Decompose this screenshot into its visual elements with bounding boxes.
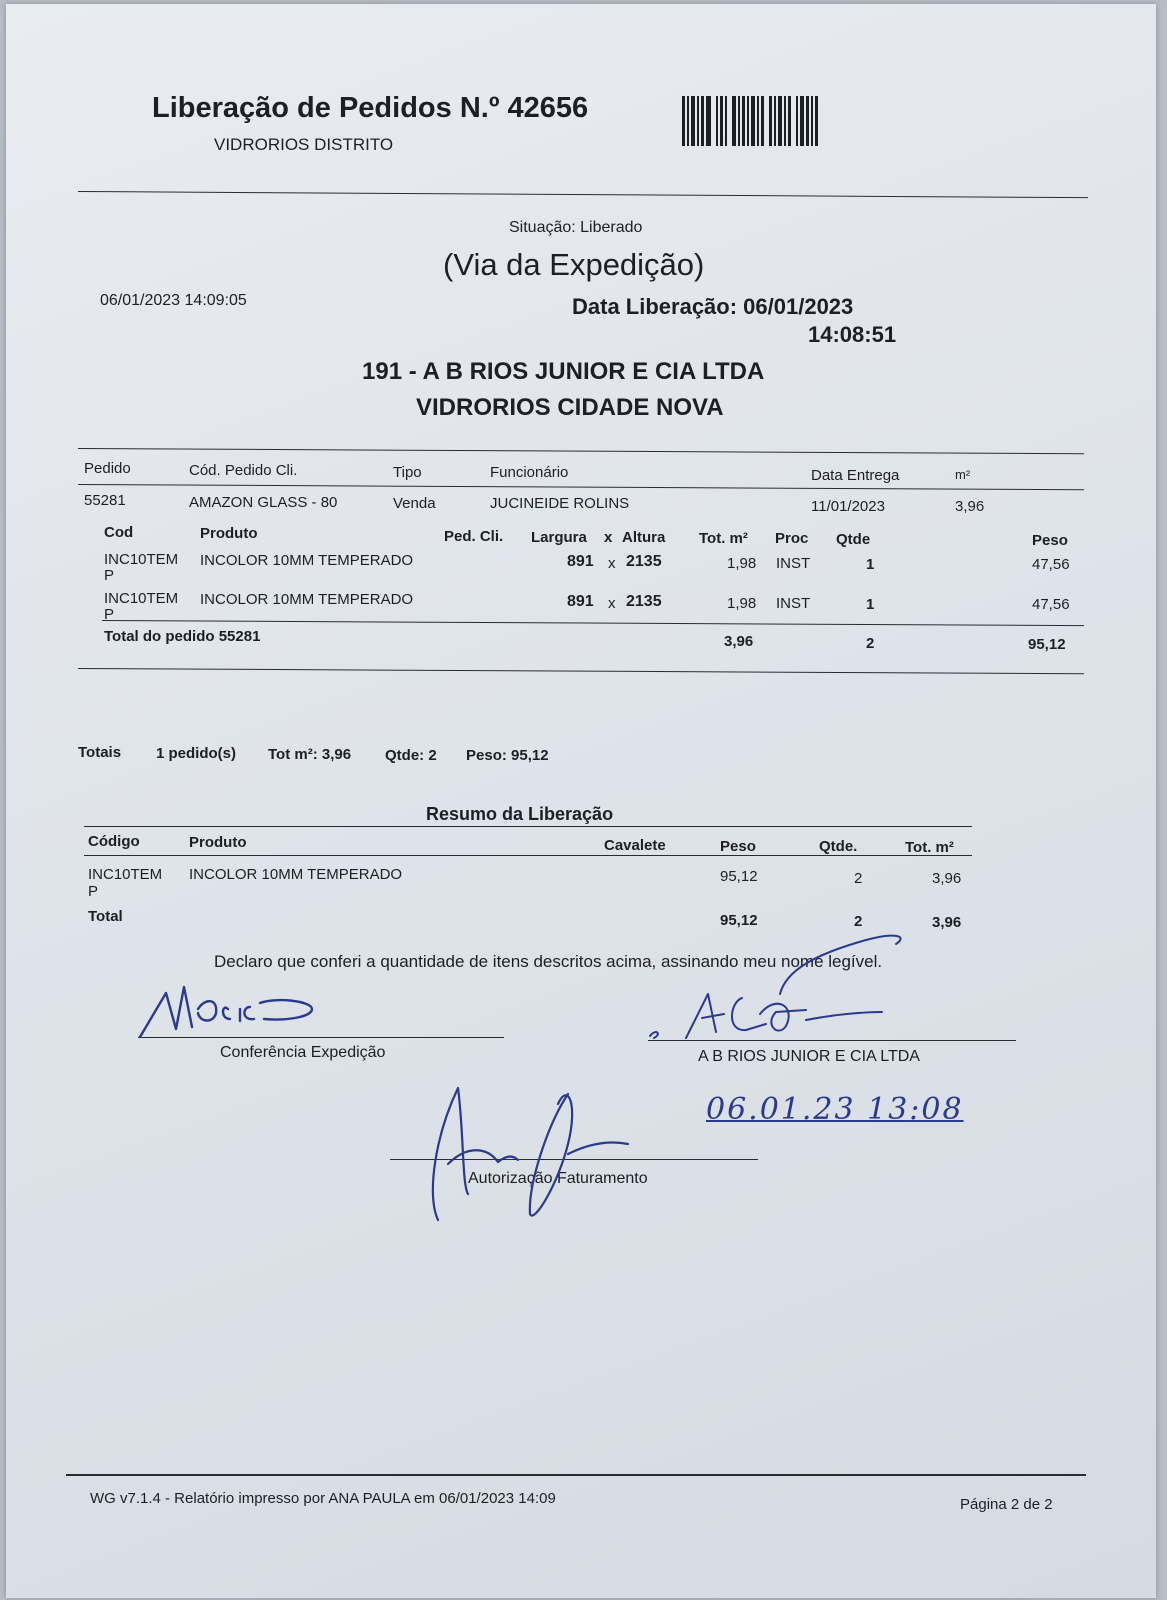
item-proc: INST: [776, 555, 811, 572]
resumo-tot-m2: 3,96: [932, 870, 962, 887]
resumo-header-cavalete: Cavalete: [604, 837, 666, 854]
item-header-cod: Cod: [104, 524, 134, 541]
order-bottom-line: [78, 668, 1084, 674]
resumo-total-qtde: 2: [854, 913, 863, 930]
order-funcionario: JUCINEIDE ROLINS: [490, 495, 630, 512]
resumo-header-qtde: Qtde.: [819, 838, 858, 855]
item-peso: 47,56: [1032, 556, 1070, 573]
resumo-total-peso: 95,12: [720, 912, 758, 929]
resumo-produto: INCOLOR 10MM TEMPERADO: [189, 866, 403, 883]
totais-peso: Peso: 95,12: [466, 747, 549, 764]
item-tot-m2: 1,98: [727, 595, 757, 612]
item-header-tot-m2: Tot. m²: [699, 530, 748, 547]
signature-label-conferencia: Conferência Expedição: [220, 1044, 386, 1061]
page-number: Página 2 de 2: [960, 1496, 1053, 1513]
item-x: x: [608, 555, 616, 572]
footer-report: WG v7.1.4 - Relatório impresso por ANA PAULA em 06/01/2023 14:09: [90, 1490, 556, 1507]
resumo-cod-cont: P: [88, 883, 99, 900]
item-altura: 2135: [626, 593, 662, 610]
document-title: Liberação de Pedidos N.º 42656: [152, 92, 589, 124]
declaration-text: Declaro que conferi a quantidade de itens descritos acima, assinando meu nome legível.: [214, 952, 883, 971]
company-name: VIDRORIOS DISTRITO: [214, 135, 394, 154]
resumo-header-line: [84, 855, 972, 856]
item-qtde: 1: [866, 596, 875, 613]
print-datetime: 06/01/2023 14:09:05: [100, 292, 247, 309]
resumo-header-codigo: Código: [88, 833, 140, 850]
handwritten-signature-cliente: [646, 914, 986, 1044]
item-cod-cont: P: [104, 606, 115, 623]
item-header-qtde: Qtde: [836, 531, 871, 548]
resumo-total-label: Total: [88, 908, 123, 925]
handwritten-date: 06.01.23 13:08: [706, 1092, 964, 1127]
order-header-tipo: Tipo: [393, 464, 422, 481]
item-header-x: x: [604, 529, 613, 546]
totais-qtde: Qtde: 2: [385, 747, 437, 764]
release-date: Data Liberação: 06/01/2023: [572, 294, 854, 319]
order-cod-cli: AMAZON GLASS - 80: [189, 494, 338, 511]
order-total-m2: 3,96: [724, 633, 754, 650]
order-header-cod-cli: Cód. Pedido Cli.: [189, 462, 298, 479]
resumo-header-tot-m2: Tot. m²: [905, 839, 954, 856]
order-tipo: Venda: [393, 495, 436, 512]
item-header-largura: Largura: [531, 529, 587, 546]
copy-type: (Via da Expedição): [443, 247, 705, 282]
item-altura: 2135: [626, 553, 662, 570]
totais-m2: Tot m²: 3,96: [268, 746, 352, 763]
item-largura: 891: [567, 593, 594, 610]
resumo-cod: INC10TEM: [88, 866, 163, 883]
item-header-ped-cli: Ped. Cli.: [444, 528, 504, 545]
order-header-line: [78, 484, 1084, 490]
totais-pedidos: 1 pedido(s): [156, 745, 237, 762]
item-produto: INCOLOR 10MM TEMPERADO: [200, 591, 414, 608]
order-top-line: [78, 448, 1084, 454]
order-data-entrega: 11/01/2023: [811, 498, 885, 515]
resumo-header-peso: Peso: [720, 838, 756, 855]
order-header-m2: m²: [955, 467, 971, 482]
resumo-peso: 95,12: [720, 868, 758, 885]
item-tot-m2: 1,98: [727, 555, 757, 572]
item-cod-cont: P: [104, 567, 115, 584]
item-header-altura: Altura: [622, 529, 666, 546]
handwritten-signature-autorizacao: [418, 1074, 658, 1224]
order-header-pedido: Pedido: [84, 460, 131, 477]
order-total-label: Total do pedido 55281: [104, 628, 261, 645]
document-page: [6, 4, 1156, 1598]
resumo-qtde: 2: [854, 870, 863, 887]
client-branch: VIDRORIOS CIDADE NOVA: [416, 394, 724, 421]
signature-label-cliente: A B RIOS JUNIOR E CIA LTDA: [698, 1048, 920, 1065]
item-header-produto: Produto: [200, 525, 258, 542]
header-divider: [78, 191, 1088, 198]
order-total-line: [102, 620, 1084, 626]
resumo-top-line: [84, 826, 972, 827]
status-text: Situação: Liberado: [509, 219, 643, 236]
item-largura: 891: [567, 553, 594, 570]
release-time: 14:08:51: [808, 322, 897, 347]
item-produto: INCOLOR 10MM TEMPERADO: [200, 552, 414, 569]
item-header-peso: Peso: [1032, 532, 1068, 549]
order-total-peso: 95,12: [1028, 636, 1066, 653]
order-header-data-entrega: Data Entrega: [811, 467, 900, 484]
signature-label-autorizacao: Autorização Faturamento: [468, 1170, 648, 1187]
order-total-qtde: 2: [866, 635, 875, 652]
order-header-funcionario: Funcionário: [490, 464, 569, 481]
item-cod: INC10TEM: [104, 590, 179, 607]
item-qtde: 1: [866, 556, 875, 573]
item-x: x: [608, 595, 616, 612]
item-peso: 47,56: [1032, 596, 1070, 613]
item-cod: INC10TEM: [104, 551, 179, 568]
handwritten-signature-conferencia: [136, 979, 336, 1039]
item-proc: INST: [776, 595, 811, 612]
order-m2: 3,96: [955, 498, 985, 515]
resumo-total-tot-m2: 3,96: [932, 914, 962, 931]
totais-label: Totais: [78, 744, 122, 761]
barcode: [682, 96, 860, 146]
client-name: 191 - A B RIOS JUNIOR E CIA LTDA: [362, 358, 765, 385]
resumo-header-produto: Produto: [189, 834, 247, 851]
resumo-title: Resumo da Liberação: [426, 804, 614, 824]
item-header-proc: Proc: [775, 530, 809, 547]
order-pedido: 55281: [84, 492, 126, 509]
footer-line: [66, 1474, 1086, 1476]
